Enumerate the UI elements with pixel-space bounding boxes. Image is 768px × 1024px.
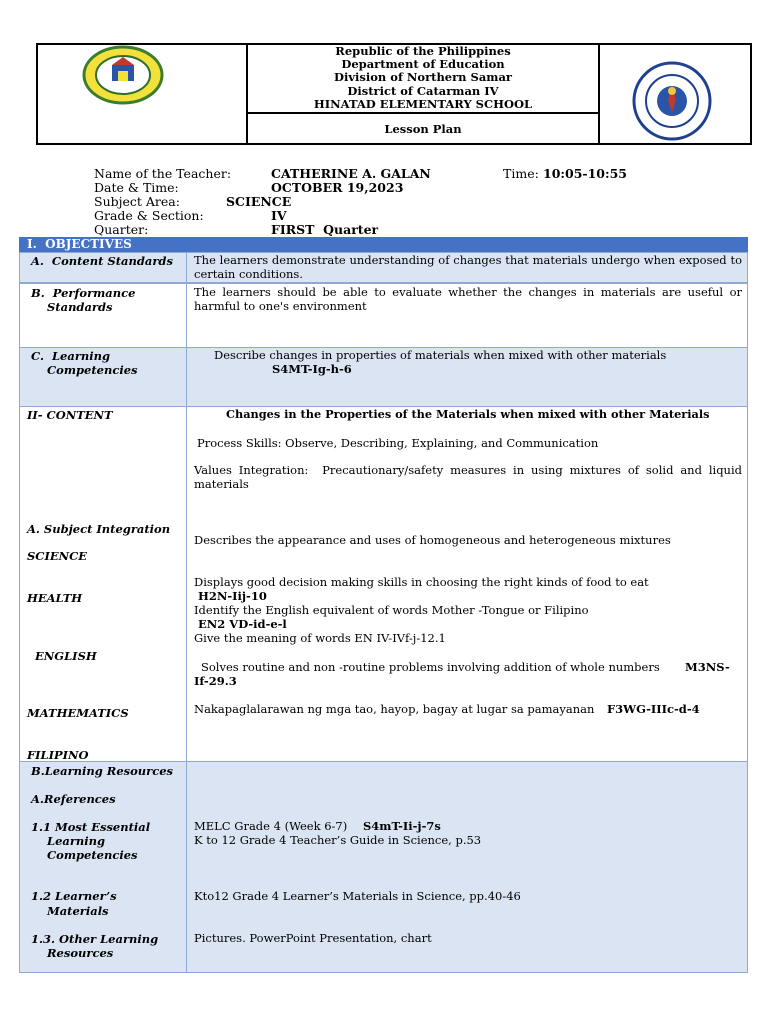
subject-label: Subject Area:: [94, 194, 180, 209]
health-label: HEALTH: [27, 591, 83, 605]
header-lines: [250, 45, 596, 111]
competencies-label-2: Competencies: [47, 363, 138, 377]
process-skills: Process Skills: Observe, Describing, Explaining, and Communication: [197, 436, 599, 450]
science-label: SCIENCE: [27, 549, 88, 563]
other-text: Pictures. PowerPoint Presentation, chart: [194, 931, 432, 945]
competencies-label-1: C. Learning: [31, 349, 111, 363]
doc-title: Lesson Plan: [384, 122, 462, 136]
grade-value: IV: [271, 208, 287, 223]
english-code: EN2 VD-id-e-l: [198, 617, 287, 631]
melc-code: S4mT-Ii-j-7s: [363, 819, 441, 833]
melc-text: MELC Grade 4 (Week 6-7): [194, 819, 348, 833]
time-value: 10:05-10:55: [543, 166, 627, 181]
lm-text: Kto12 Grade 4 Learner’s Materials in Science, pp.40-46: [194, 889, 521, 903]
subject-value: SCIENCE: [226, 194, 292, 209]
health-code: H2N-Iij-10: [198, 589, 267, 603]
performance-label-2: Standards: [47, 300, 113, 314]
content-standards-label: A. Content Standards: [31, 254, 173, 268]
content-standards-text: The learners demonstrate understanding of changes that materials undergo when exposed to certain conditions.: [194, 253, 742, 281]
header-divider: [248, 112, 598, 114]
content-label: II- CONTENT: [27, 408, 113, 422]
date-label: Date & Time:: [94, 180, 179, 195]
column-divider: [186, 252, 187, 973]
lm-label-1: 1.2 Learner’s: [31, 889, 117, 903]
header-line-1: Republic of the Philippines: [335, 44, 511, 58]
other-label-2: Resources: [47, 946, 114, 960]
english-label: ENGLISH: [35, 649, 97, 663]
time-label: Time:: [503, 166, 539, 181]
math-code-2: If-29.3: [194, 674, 237, 688]
performance-label-1: B. Performance: [31, 286, 136, 300]
english-text-2: Give the meaning of words EN IV-IVf-j-12.1: [194, 631, 446, 645]
header-line-5: HINATAD ELEMENTARY SCHOOL: [313, 96, 533, 111]
melc-label-1: 1.1 Most Essential: [31, 820, 151, 834]
objectives-title: I. OBJECTIVES: [27, 237, 132, 251]
teacher-value: CATHERINE A. GALAN: [271, 166, 431, 181]
other-label-1: 1.3. Other Learning: [31, 932, 159, 946]
header-line-3: Division of Northern Samar: [334, 70, 512, 85]
tg-text: K to 12 Grade 4 Teacher’s Guide in Science, p.53: [194, 833, 482, 847]
quarter-value: FIRST Quarter: [271, 222, 379, 237]
competencies-text: Describe changes in properties of materials when mixed with other materials: [214, 348, 667, 362]
filipino-label: FILIPINO: [27, 748, 89, 762]
quarter-label: Quarter:: [94, 222, 149, 237]
lm-label-2: Materials: [47, 904, 109, 918]
content-title: Changes in the Properties of the Materials when mixed with other Materials: [226, 407, 710, 421]
melc-label-3: Competencies: [47, 848, 138, 862]
date-value: OCTOBER 19,2023: [271, 180, 404, 195]
science-text: Describes the appearance and uses of homogeneous and heterogeneous mixtures: [194, 533, 671, 547]
school-seal-logo: [82, 45, 164, 105]
math-label: MATHEMATICS: [27, 706, 129, 720]
english-text-1: Identify the English equivalent of words Mother -Tongue or Filipino: [194, 603, 589, 617]
subject-integration-label: A. Subject Integration: [27, 522, 171, 536]
performance-text: The learners should be able to evaluate whether the changes in materials are useful or harmful to one's environment: [194, 285, 742, 313]
resources-label: B.Learning Resources: [31, 764, 174, 778]
competencies-code: S4MT-Ig-h-6: [272, 362, 352, 376]
melc-label-2: Learning: [47, 834, 106, 848]
deped-seal-logo: [632, 61, 712, 141]
health-text: Displays good decision making skills in choosing the right kinds of food to eat: [194, 575, 649, 589]
teacher-label: Name of the Teacher:: [94, 166, 232, 181]
values-integration: Values Integration: Precautionary/safety measures in using mixtures of solid and liquid materials: [194, 463, 746, 491]
filipino-code: F3WG-IIIc-d-4: [607, 702, 700, 716]
grade-label: Grade & Section:: [94, 208, 204, 223]
header-line-4: District of Catarman IV: [347, 83, 499, 98]
math-code-1: M3NS-: [685, 660, 730, 674]
header-right-cell: [598, 43, 600, 145]
references-label: A.References: [31, 792, 116, 806]
math-text: Solves routine and non -routine problems involving addition of whole numbers: [201, 660, 660, 674]
header-line-2: Department of Education: [341, 57, 505, 72]
filipino-text: Nakapaglalarawan ng mga tao, hayop, bagay at lugar sa pamayanan: [194, 702, 595, 716]
